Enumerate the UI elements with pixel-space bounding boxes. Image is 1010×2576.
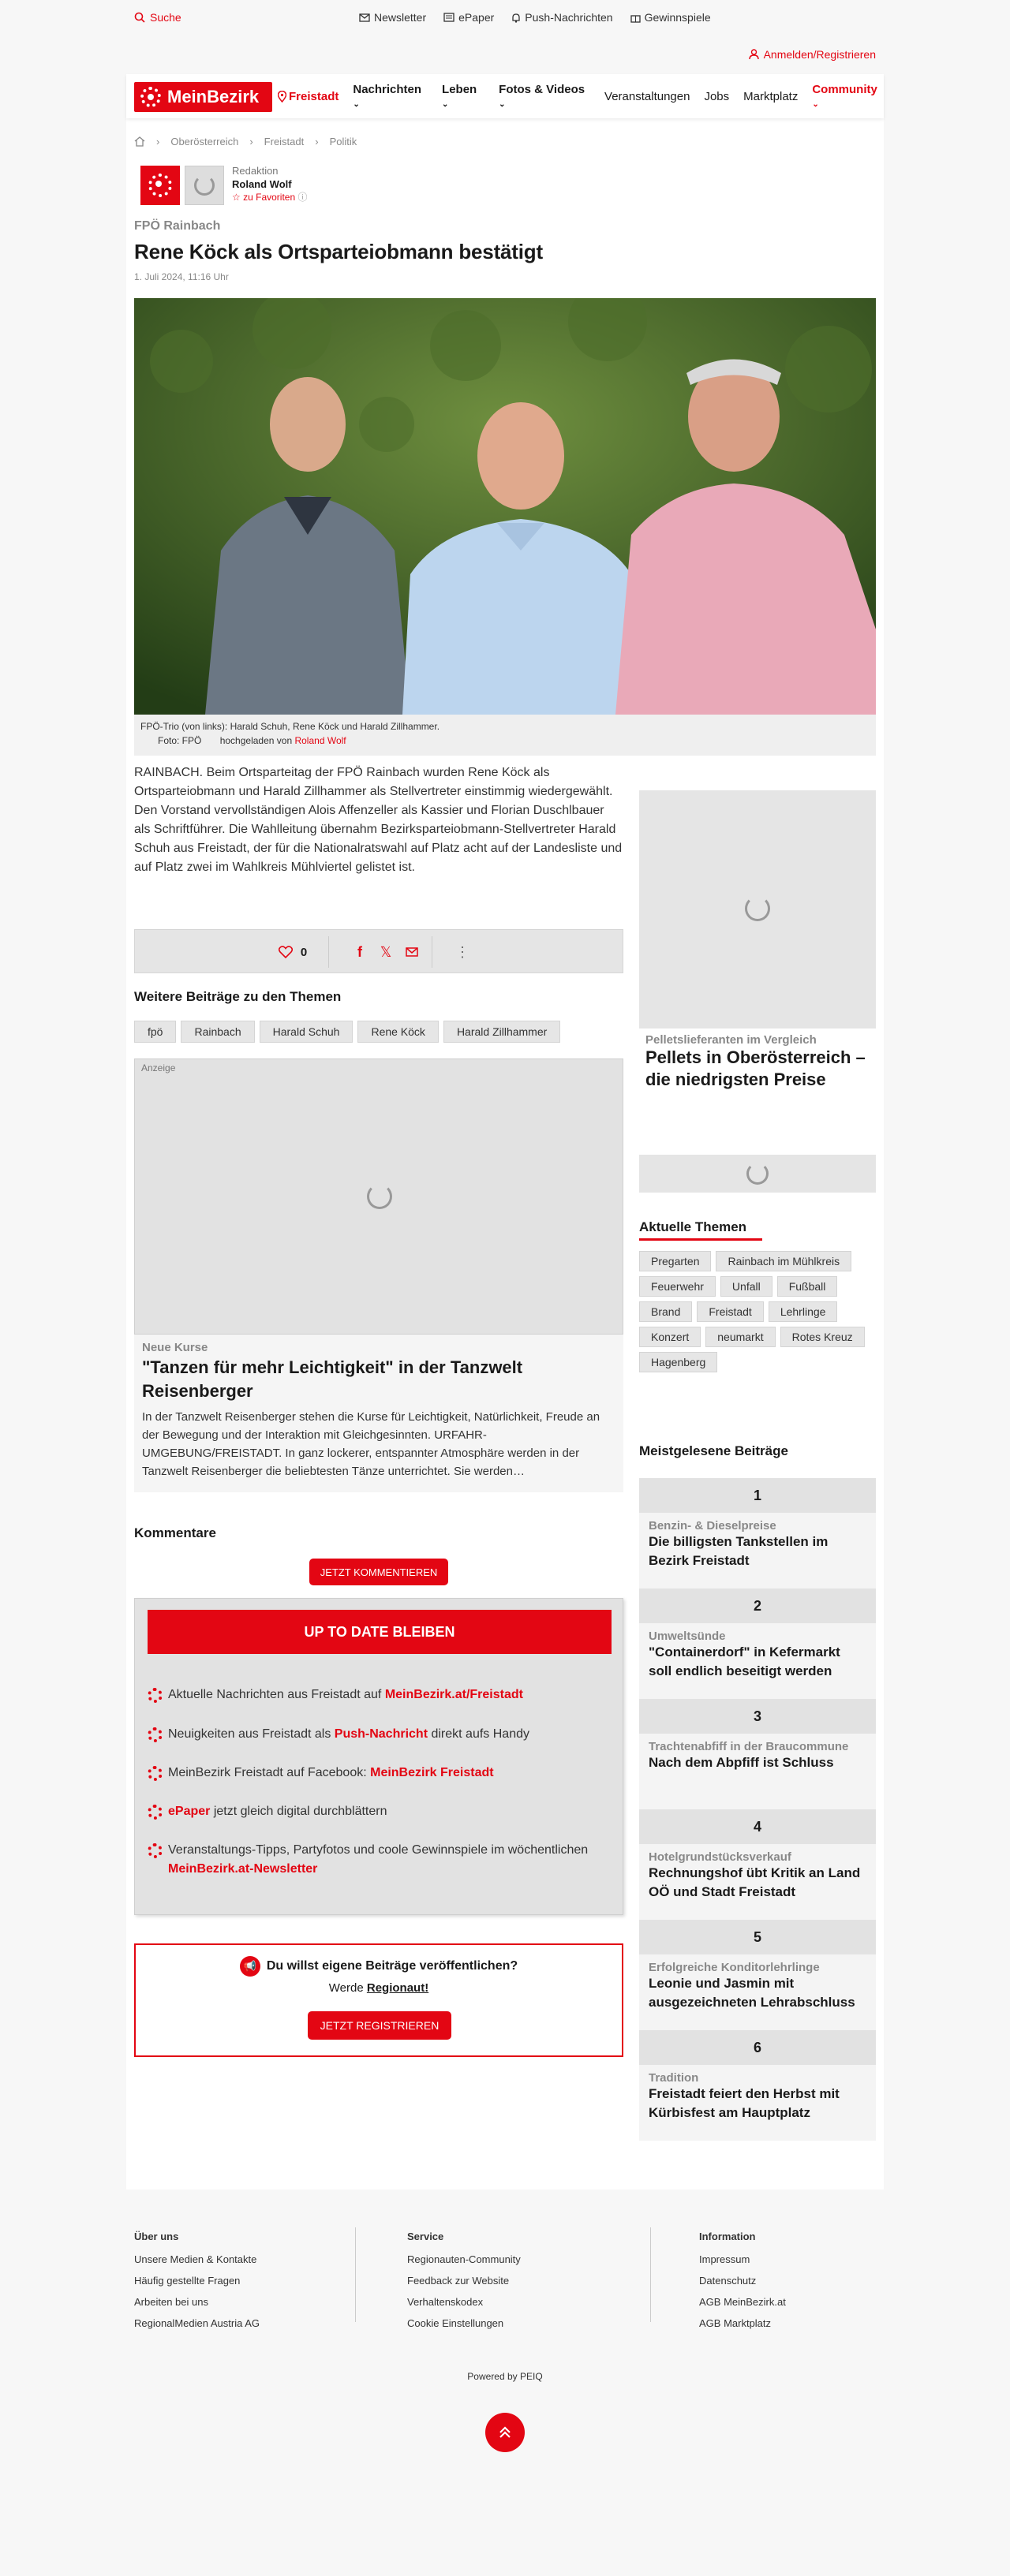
- main-nav: [126, 74, 884, 118]
- sidebar-promo-image[interactable]: [639, 790, 876, 1029]
- more-options-button[interactable]: [451, 930, 474, 974]
- register-button[interactable]: JETZT REGISTRIEREN: [308, 2011, 451, 2040]
- theme-tag[interactable]: Pregarten: [639, 1251, 711, 1271]
- most-read-title: Rechnungshof übt Kritik an Land OÖ und Stadt Freistadt: [649, 1865, 861, 1899]
- share-facebook-button[interactable]: [348, 930, 372, 974]
- most-read-title: "Containerdorf" in Kefermarkt soll endlich beseitigt werden: [649, 1645, 840, 1678]
- action-divider: [328, 936, 329, 968]
- theme-tag[interactable]: Brand: [639, 1301, 692, 1322]
- up-to-date-link[interactable]: MeinBezirk Freistadt: [370, 1766, 494, 1779]
- footer-link[interactable]: Cookie Einstellungen: [407, 2317, 504, 2329]
- breadcrumb-sep: ›: [315, 136, 319, 147]
- brand-flower-icon: [148, 1766, 163, 1781]
- up-to-date-link[interactable]: Push-Nachricht: [334, 1727, 428, 1741]
- loading-spinner-icon: [745, 896, 770, 921]
- footer-link[interactable]: Feedback zur Website: [407, 2275, 510, 2287]
- ad-label: Anzeige: [141, 1062, 176, 1073]
- up-to-date-link[interactable]: ePaper: [168, 1805, 211, 1818]
- regionaut-question: Du willst eigene Beiträge veröffentlichen?: [266, 1959, 518, 1973]
- rank-number: 4: [639, 1809, 876, 1844]
- user-icon: [749, 49, 759, 60]
- article-kicker: FPÖ Rainbach: [134, 219, 221, 233]
- powered-by[interactable]: Powered by PEIQ: [467, 2371, 543, 2382]
- footer-link[interactable]: Arbeiten bei uns: [134, 2296, 208, 2308]
- breadcrumb-oberoesterreich[interactable]: Oberösterreich: [170, 136, 239, 147]
- nav-fotos-videos[interactable]: Fotos & Videos ⌄: [499, 83, 585, 109]
- nav-nachrichten[interactable]: Nachrichten ⌄: [353, 83, 422, 109]
- regionaut-question-row: [136, 1956, 622, 1977]
- up-to-date-box: [134, 1598, 623, 1915]
- footer-col-information: [699, 2226, 786, 2334]
- gift-icon: [630, 13, 641, 23]
- author-avatar[interactable]: [185, 166, 224, 205]
- more-vertical-icon: ⋮: [455, 943, 469, 960]
- nav-community[interactable]: Community ⌄: [812, 83, 877, 109]
- chevron-down-icon: ⌄: [812, 100, 819, 109]
- nav-jobs[interactable]: Jobs: [704, 89, 730, 103]
- comment-button[interactable]: JETZT KOMMENTIEREN: [309, 1559, 448, 1585]
- footer-heading: Service: [407, 2231, 444, 2242]
- chevron-down-icon: ⌄: [353, 100, 360, 109]
- aktuelle-themen-heading: Aktuelle Themen: [639, 1219, 747, 1234]
- topic-tags: [134, 1021, 560, 1043]
- search-link[interactable]: [134, 11, 181, 24]
- most-read-title: Leonie und Jasmin mit ausgezeichneten Lehrabschluss: [649, 1976, 855, 2010]
- most-read-title: Freistadt feiert den Herbst mit Kürbisfest am Hauptplatz: [649, 2086, 840, 2120]
- ad-title: "Tanzen für mehr Leichtigkeit" in der Tanzwelt Reisenberger: [142, 1357, 523, 1401]
- footer-link[interactable]: AGB MeinBezirk.at: [699, 2296, 786, 2308]
- utility-bar: [0, 0, 1010, 38]
- star-icon: ☆: [232, 192, 241, 203]
- gewinnspiele-link[interactable]: Gewinnspiele: [630, 11, 711, 24]
- map-pin-icon: [278, 91, 286, 103]
- up-to-date-item: Veranstaltungs-Tipps, Partyfotos und coole Gewinnspiele im wöchentlichen MeinBezirk.at-Newsletter: [148, 1841, 612, 1879]
- article-title: Rene Köck als Ortsparteiobmann bestätigt: [134, 240, 543, 263]
- most-read-title: Nach dem Abpfiff ist Schluss: [649, 1755, 834, 1770]
- photo-credit: Foto: FPÖ: [158, 735, 202, 746]
- rank-number: 1: [639, 1478, 876, 1513]
- nav-marktplatz[interactable]: Marktplatz: [743, 89, 799, 103]
- photo-credit-row: [140, 734, 870, 748]
- login-row: [0, 38, 1010, 74]
- sidebar-promo-kicker: Pelletslieferanten im Vergleich: [645, 1033, 817, 1047]
- footer-divider: [355, 2227, 356, 2322]
- footer-heading: Information: [699, 2231, 756, 2242]
- article-date: 1. Juli 2024, 11:16 Uhr: [134, 271, 229, 282]
- info-icon[interactable]: ⓘ: [297, 192, 308, 203]
- breadcrumb-sep: ›: [156, 136, 160, 147]
- footer-link[interactable]: Unsere Medien & Kontakte: [134, 2253, 257, 2265]
- up-to-date-item: Aktuelle Nachrichten aus Freistadt auf MeinBezirk.at/Freistadt: [148, 1686, 612, 1704]
- theme-tag[interactable]: Rotes Kreuz: [780, 1327, 865, 1347]
- topic-tag[interactable]: Harald Zillhammer: [443, 1021, 560, 1043]
- ad-kicker: Neue Kurse: [142, 1341, 208, 1354]
- like-button[interactable]: [261, 930, 324, 974]
- rank-number: 6: [639, 2030, 876, 2065]
- author-avatars: [140, 166, 224, 205]
- heading-underline: [639, 1238, 762, 1241]
- topics-heading: Weitere Beiträge zu den Themen: [134, 989, 342, 1004]
- up-to-date-item: MeinBezirk Freistadt auf Facebook: MeinBezirk Freistadt: [148, 1764, 612, 1783]
- ad-text[interactable]: [134, 1335, 623, 1492]
- utility-links: [359, 11, 711, 24]
- brand-flower-icon: [148, 174, 172, 197]
- topic-tag[interactable]: Harald Schuh: [260, 1021, 354, 1043]
- breadcrumb: [134, 136, 357, 147]
- login-link[interactable]: Anmelden/Registrieren: [749, 48, 876, 61]
- newspaper-icon: [443, 13, 454, 22]
- favorite-link[interactable]: ☆ zu Favoriten ⓘ: [232, 192, 308, 203]
- brand-flower-icon: [148, 1805, 163, 1820]
- mail-icon: [406, 947, 418, 957]
- nav-leben[interactable]: Leben ⌄: [442, 83, 477, 109]
- theme-tag[interactable]: Rainbach im Mühlkreis: [716, 1251, 851, 1271]
- most-read-item[interactable]: [639, 1478, 876, 1589]
- brand-flower-icon: [148, 1843, 163, 1858]
- photo-illustration: [134, 298, 876, 715]
- like-count: 0: [300, 945, 308, 959]
- nav-veranstaltungen[interactable]: Veranstaltungen: [604, 89, 690, 103]
- newsletter-link[interactable]: Newsletter: [359, 11, 426, 24]
- share-mail-button[interactable]: [400, 930, 424, 974]
- facebook-icon: f: [357, 943, 362, 960]
- theme-tag[interactable]: Feuerwehr: [639, 1276, 716, 1297]
- up-to-date-heading: UP TO DATE BLEIBEN: [148, 1610, 612, 1654]
- regionaut-cta-text: Werde Regionaut!: [328, 1981, 429, 1995]
- epaper-link[interactable]: ePaper: [443, 11, 494, 24]
- most-read-item[interactable]: [639, 1699, 876, 1809]
- comments-heading: Kommentare: [134, 1525, 216, 1540]
- theme-tag[interactable]: Fußball: [777, 1276, 838, 1297]
- search-label: Suche: [150, 11, 181, 24]
- topic-tag[interactable]: Rene Köck: [357, 1021, 438, 1043]
- up-to-date-item: ePaper jetzt gleich digital durchblättern: [148, 1802, 612, 1821]
- sidebar-ad-slot: [639, 1155, 876, 1193]
- search-icon: [134, 12, 145, 23]
- footer-col-service: [407, 2226, 521, 2334]
- sidebar-promo-title: Pellets in Oberösterreich – die niedrigsten Preise: [645, 1047, 866, 1089]
- footer-link[interactable]: Häufig gestellte Fragen: [134, 2275, 241, 2287]
- footer-link[interactable]: RegionalMedien Austria AG: [134, 2317, 260, 2329]
- author-name[interactable]: Roland Wolf: [232, 178, 292, 190]
- most-read-title: Die billigsten Tankstellen im Bezirk Freistadt: [649, 1534, 829, 1568]
- theme-tag[interactable]: neumarkt: [705, 1327, 775, 1347]
- ad-image[interactable]: [134, 1058, 623, 1335]
- footer-link[interactable]: Impressum: [699, 2253, 750, 2265]
- rank-number: 5: [639, 1920, 876, 1954]
- topic-tag[interactable]: Rainbach: [181, 1021, 254, 1043]
- x-icon: 𝕏: [380, 943, 392, 960]
- caption-text: FPÖ-Trio (von links): Harald Schuh, Rene Köck und Harald Zillhammer.: [140, 721, 440, 732]
- article-photo[interactable]: [134, 298, 876, 715]
- double-chevron-up-icon: [497, 2425, 513, 2440]
- redaktion-avatar[interactable]: [140, 166, 180, 205]
- footer-heading: Über uns: [134, 2231, 179, 2242]
- footer-link[interactable]: Datenschutz: [699, 2275, 757, 2287]
- megaphone-icon: 📢: [240, 1956, 260, 1977]
- aktuelle-themen-tags: [639, 1251, 876, 1372]
- share-x-button[interactable]: [374, 930, 398, 974]
- most-read-item[interactable]: [639, 2030, 876, 2141]
- most-read-kicker: Erfolgreiche Konditorlehrlinge: [649, 1961, 820, 1974]
- up-to-date-link[interactable]: MeinBezirk.at-Newsletter: [168, 1862, 318, 1876]
- loading-spinner-icon: [367, 1184, 392, 1209]
- most-read-item[interactable]: [639, 1589, 876, 1699]
- topic-tag[interactable]: fpö: [134, 1021, 176, 1043]
- most-read-kicker: Umweltsünde: [649, 1630, 726, 1643]
- loading-spinner-icon: [746, 1163, 769, 1185]
- most-read-item[interactable]: [639, 1809, 876, 1920]
- up-to-date-link[interactable]: MeinBezirk.at/Freistadt: [384, 1688, 523, 1701]
- breadcrumb-freistadt[interactable]: Freistadt: [264, 136, 305, 147]
- up-to-date-item: Neuigkeiten aus Freistadt als Push-Nachricht direkt aufs Handy: [148, 1725, 612, 1744]
- chevron-down-icon: ⌄: [499, 100, 506, 109]
- loading-spinner-icon: [194, 175, 215, 196]
- brand-flower-icon: [148, 1727, 163, 1742]
- footer-link[interactable]: AGB Marktplatz: [699, 2317, 772, 2329]
- footer-col-ueber-uns: [134, 2226, 260, 2334]
- nav-items: [278, 74, 884, 118]
- author-label: Redaktion: [232, 165, 279, 177]
- regionaut-link[interactable]: Regionaut!: [366, 1981, 429, 1995]
- article-actions: [134, 929, 623, 973]
- nav-location[interactable]: Freistadt: [278, 90, 339, 103]
- brand-flower-icon: [148, 1688, 163, 1703]
- regionaut-box: [134, 1943, 623, 2057]
- meistgelesen-heading: Meistgelesene Beiträge: [639, 1443, 788, 1458]
- chevron-down-icon: ⌄: [442, 100, 449, 109]
- author-info: [232, 164, 308, 204]
- bell-icon: [511, 13, 521, 23]
- uploader-link[interactable]: Roland Wolf: [294, 735, 346, 746]
- ad-description: In der Tanzwelt Reisenberger stehen die Kurse für Leichtigkeit, Natürlichkeit, Freude an der Bewegung und der Interaktion mit Gleichgesinnten. URFAHR-UMGEBUNG/FREISTADT. In ganz lockerer, entspannter Atmosphäre werden in der Tanzwelt Reisenberger die beliebtesten Tänze unterrichtet. Sie werden…: [142, 1410, 600, 1478]
- most-read-kicker: Tradition: [649, 2071, 699, 2085]
- theme-tag[interactable]: Hagenberg: [639, 1352, 717, 1372]
- sidebar-promo-text[interactable]: [639, 1029, 876, 1107]
- most-read-kicker: Benzin- & Dieselpreise: [649, 1519, 776, 1533]
- rank-number: 3: [639, 1699, 876, 1734]
- most-read-kicker: Trachtenabfiff in der Braucommune: [649, 1740, 849, 1753]
- breadcrumb-sep: ›: [249, 136, 253, 147]
- theme-tag[interactable]: Freistadt: [697, 1301, 763, 1322]
- theme-tag[interactable]: Unfall: [720, 1276, 772, 1297]
- brand-flower-icon: [140, 87, 161, 107]
- footer-link[interactable]: Regionauten-Community: [407, 2253, 521, 2265]
- mail-icon: [359, 13, 370, 22]
- scroll-to-top-button[interactable]: [485, 2413, 525, 2452]
- uploaded-label: hochgeladen von: [219, 735, 293, 746]
- push-link[interactable]: Push-Nachrichten: [511, 11, 612, 24]
- brand-name: MeinBezirk: [167, 87, 260, 106]
- breadcrumb-politik[interactable]: Politik: [329, 136, 357, 147]
- photo-caption: [134, 715, 876, 756]
- article-body: RAINBACH. Beim Ortsparteitag der FPÖ Rainbach wurden Rene Köck als Ortsparteiobmann und Harald Zillhammer als Stellvertreter einstimmig wiedergewählt. Den Vorstand vervollständigen Alois Affenzeller als Kassier und Florian Duschlbauer als Schriftführer. Die Wahlleitung übernahm Bezirksparteiobmann-Stellvertreter Harald Schuh aus Freistadt, der für die Nationalratswahl auf Platz acht auf der Landesliste und auf Platz zwei im Wahlkreis Mühlviertel gelistet ist.: [134, 766, 623, 874]
- theme-tag[interactable]: Konzert: [639, 1327, 701, 1347]
- most-read-kicker: Hotelgrundstücksverkauf: [649, 1850, 791, 1864]
- footer-link[interactable]: Verhaltenskodex: [407, 2296, 484, 2308]
- most-read-item[interactable]: [639, 1920, 876, 2030]
- rank-number: 2: [639, 1589, 876, 1623]
- theme-tag[interactable]: Lehrlinge: [769, 1301, 838, 1322]
- footer-divider: [650, 2227, 651, 2322]
- home-icon[interactable]: [134, 136, 145, 147]
- brand-logo[interactable]: [134, 82, 272, 112]
- heart-icon: [279, 946, 293, 958]
